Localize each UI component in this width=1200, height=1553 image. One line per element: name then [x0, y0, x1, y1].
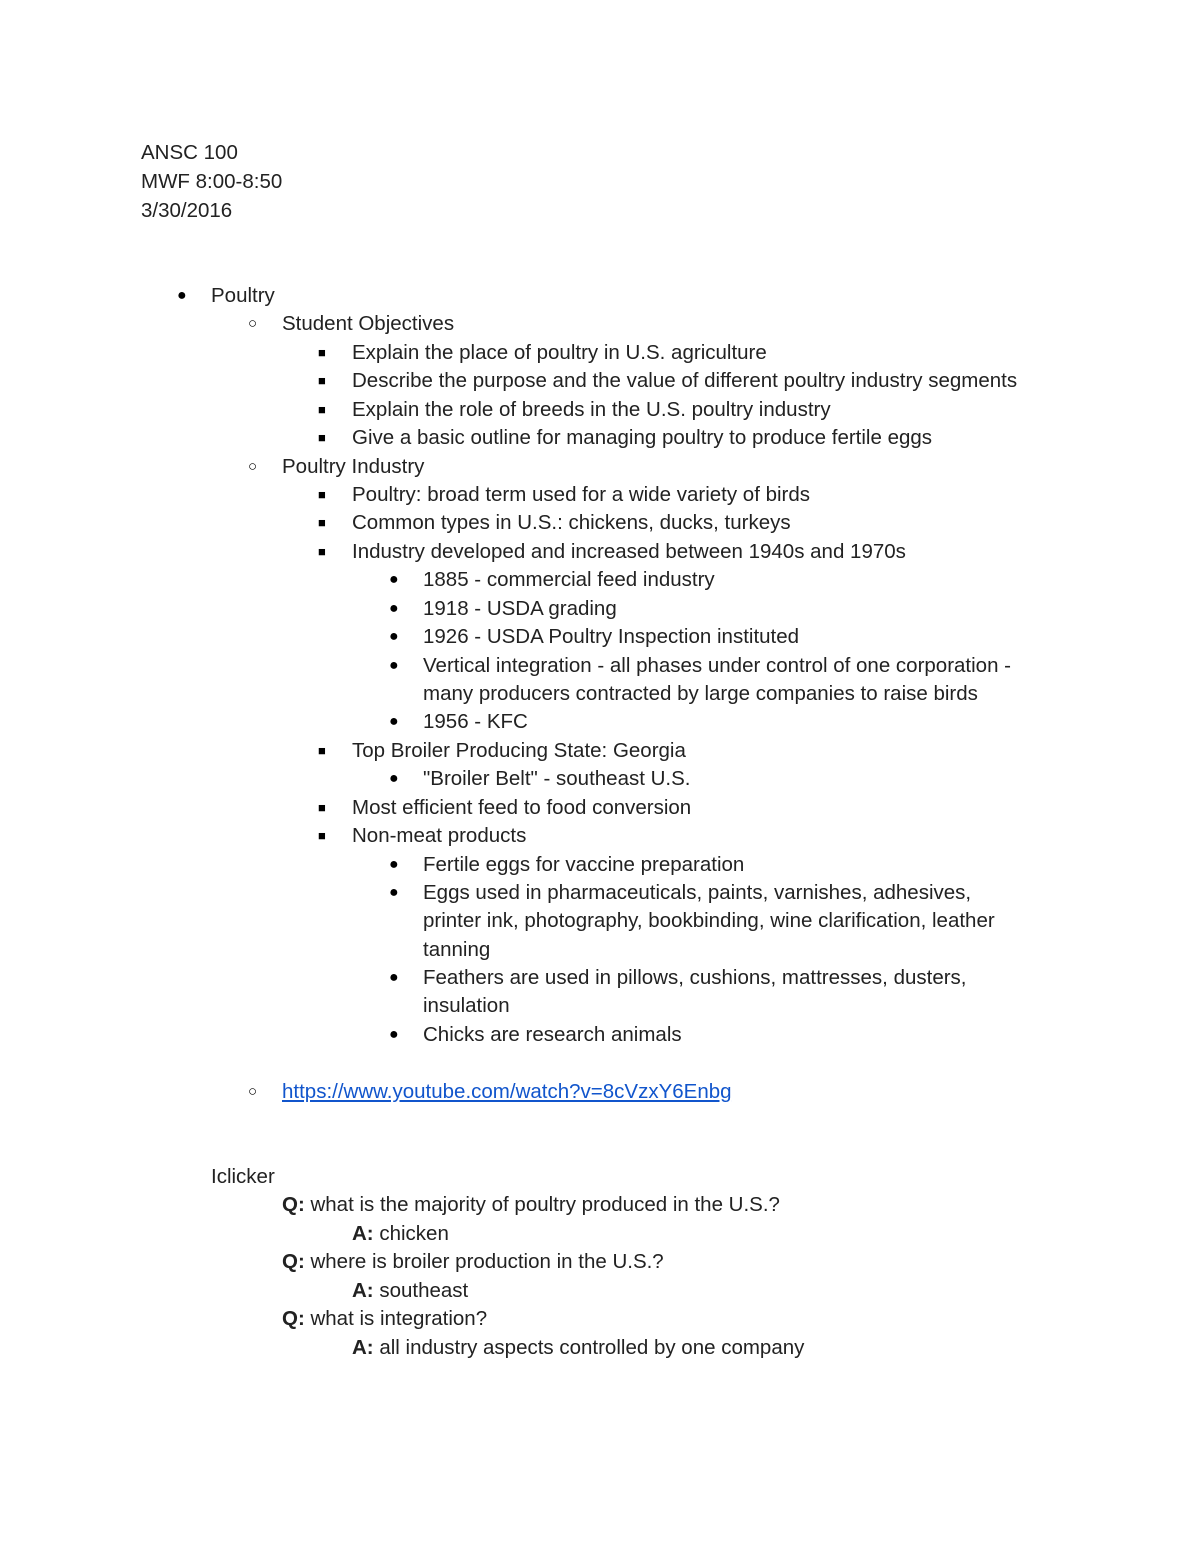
answer-text: all industry aspects controlled by one company [373, 1336, 805, 1359]
answer-label: A: [352, 1222, 374, 1245]
non-meat-item-continued: tanning [423, 938, 491, 961]
question-text: what is integration? [304, 1307, 488, 1330]
bullet-square-icon: ■ [318, 828, 326, 843]
non-meat-item-continued: printer ink, photography, bookbinding, wine clarification, leather [423, 909, 995, 932]
answer-label: A: [352, 1336, 374, 1359]
history-item-continued: many producers contracted by large companies to raise birds [423, 682, 978, 705]
bullet-square-icon: ■ [318, 544, 326, 559]
history-item: Vertical integration - all phases under control of one corporation - [423, 654, 1012, 677]
objective-item: Describe the purpose and the value of different poultry industry segments [352, 369, 1018, 392]
bullet-circle-icon: ○ [248, 1083, 258, 1100]
industry-item: Poultry: broad term used for a wide variety of birds [352, 483, 811, 506]
broiler-belt-item: "Broiler Belt" - southeast U.S. [423, 767, 691, 790]
bullet-square-icon: ■ [318, 402, 326, 417]
objective-item: Give a basic outline for managing poultry to produce fertile eggs [352, 426, 933, 449]
history-item: 1885 - commercial feed industry [423, 568, 715, 591]
industry-item: Industry developed and increased between 1940s and 1970s [352, 540, 906, 563]
bullet-dot-icon: ● [389, 628, 399, 645]
bullet-dot-icon: ● [389, 856, 399, 873]
bullet-square-icon: ■ [318, 345, 326, 360]
bullet-circle-icon: ○ [248, 315, 258, 332]
question-text: what is the majority of poultry produced in the U.S.? [304, 1193, 780, 1216]
bullet-dot-icon: ● [389, 713, 399, 730]
bullet-dot-icon: ● [389, 770, 399, 787]
answer-label: A: [352, 1279, 374, 1302]
bullet-circle-icon: ○ [248, 458, 258, 475]
objective-item: Explain the role of breeds in the U.S. poultry industry [352, 398, 831, 421]
bullet-square-icon: ■ [318, 487, 326, 502]
bullet-square-icon: ■ [318, 430, 326, 445]
bullet-dot-icon: ● [389, 571, 399, 588]
bullet-dot-icon: ● [177, 287, 187, 304]
iclicker-question [282, 1305, 487, 1333]
industry-item: Common types in U.S.: chickens, ducks, turkeys [352, 511, 791, 534]
question-label: Q: [282, 1307, 305, 1330]
iclicker-question [282, 1248, 664, 1276]
answer-text: chicken [373, 1222, 449, 1245]
non-meat-item: Feathers are used in pillows, cushions, mattresses, dusters, [423, 966, 967, 989]
course-title: ANSC 100 [141, 141, 238, 164]
class-schedule: MWF 8:00-8:50 [141, 170, 283, 193]
youtube-video-link[interactable]: https://www.youtube.com/watch?v=8cVzxY6Enbg [282, 1080, 732, 1103]
industry-heading: Poultry Industry [282, 455, 425, 478]
industry-item: Most efficient feed to food conversion [352, 796, 692, 819]
topic-heading: Poultry [211, 284, 275, 307]
non-meat-item: Fertile eggs for vaccine preparation [423, 853, 745, 876]
industry-item: Non-meat products [352, 824, 527, 847]
history-item: 1918 - USDA grading [423, 597, 617, 620]
history-item: 1956 - KFC [423, 710, 528, 733]
bullet-square-icon: ■ [318, 743, 326, 758]
objective-item: Explain the place of poultry in U.S. agriculture [352, 341, 767, 364]
iclicker-answer [352, 1334, 804, 1362]
bullet-square-icon: ■ [318, 373, 326, 388]
industry-item: Top Broiler Producing State: Georgia [352, 739, 686, 762]
bullet-dot-icon: ● [389, 657, 399, 674]
question-text: where is broiler production in the U.S.? [304, 1250, 664, 1273]
bullet-dot-icon: ● [389, 884, 399, 901]
answer-text: southeast [373, 1279, 469, 1302]
bullet-dot-icon: ● [389, 600, 399, 617]
note-date: 3/30/2016 [141, 199, 233, 222]
bullet-square-icon: ■ [318, 800, 326, 815]
iclicker-question [282, 1191, 780, 1219]
non-meat-item: Eggs used in pharmaceuticals, paints, varnishes, adhesives, [423, 881, 972, 904]
iclicker-answer [352, 1220, 449, 1248]
iclicker-heading: Iclicker [211, 1165, 275, 1188]
question-label: Q: [282, 1193, 305, 1216]
question-label: Q: [282, 1250, 305, 1273]
objectives-heading: Student Objectives [282, 312, 455, 335]
iclicker-answer [352, 1277, 468, 1305]
bullet-dot-icon: ● [389, 1026, 399, 1043]
video-link-line [282, 1078, 732, 1106]
non-meat-item: Chicks are research animals [423, 1023, 682, 1046]
non-meat-item-continued: insulation [423, 994, 510, 1017]
bullet-dot-icon: ● [389, 969, 399, 986]
history-item: 1926 - USDA Poultry Inspection instituted [423, 625, 800, 648]
bullet-square-icon: ■ [318, 515, 326, 530]
